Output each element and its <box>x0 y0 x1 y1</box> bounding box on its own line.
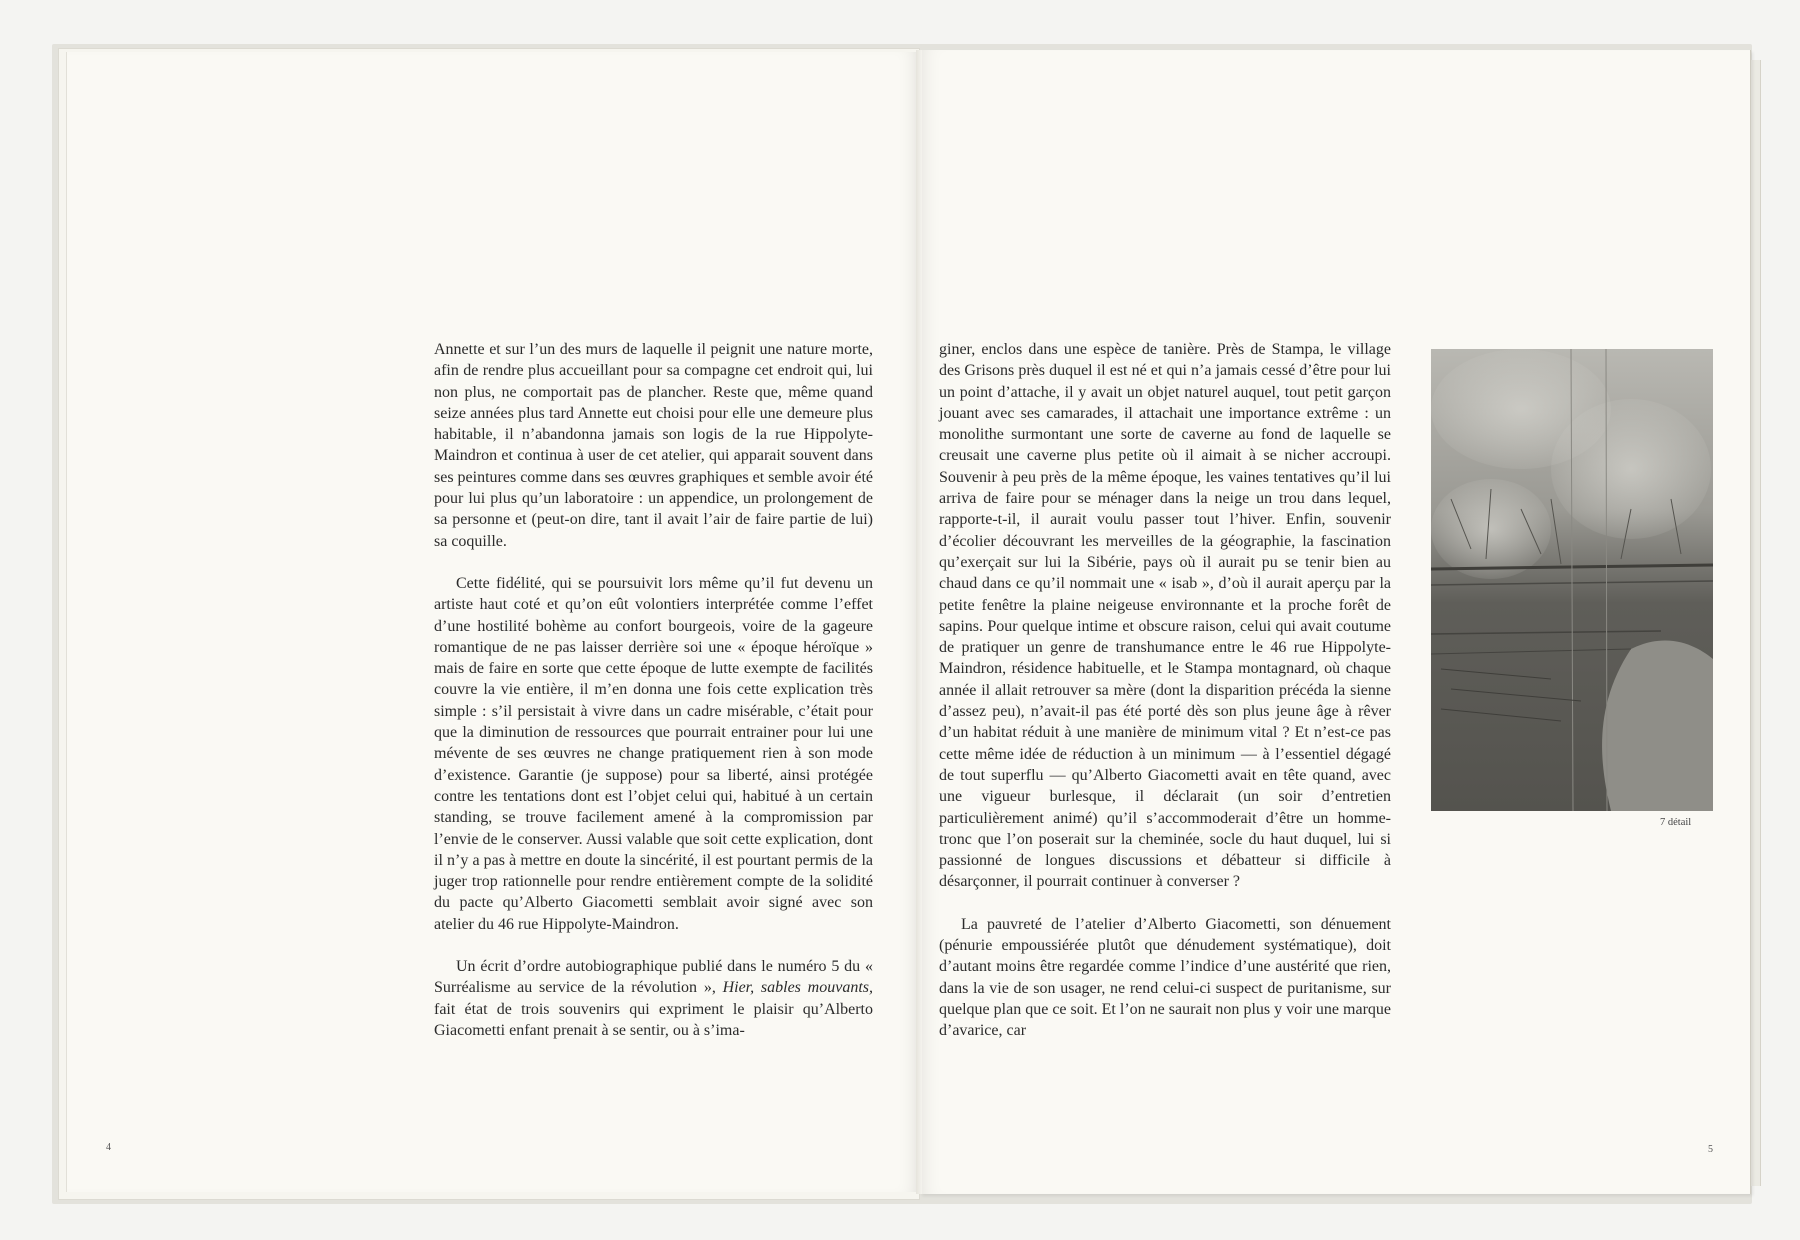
left-text-column <box>434 339 873 1041</box>
artwork-image <box>1431 349 1713 811</box>
p3-text-end: fait état de trois souvenirs qui expriment le plaisir qu’Alberto Giacometti enfant prenait à se sentir, ou à s’ima- <box>434 1000 873 1039</box>
page-number-left: 4 <box>106 1142 111 1153</box>
p3-text-start: Un écrit d’ordre autobiographique publié dans le numéro 5 du « Surréalisme au service de la révolution », <box>434 958 873 997</box>
left-paragraph: Annette et sur l’un des murs de laquelle il peignit une nature morte, afin de rendre plus accueillant pour sa compagne cet endroit qui, lui non plus, ne comportait pas de plancher. Reste que, même quand seize années plus tard Annette eut choisi pour elle une demeure plus habitable, il n’abandonna jamais son logis de la rue Hippolyte-Maindron et continua à user de cet atelier, qui apparait souvent dans ses peintures comme dans ses œuvres graphiques et semble avoir été pour lui plus qu’un laboratoire : un appendice, un prolongement de sa personne et (peut-on dire, tant il avait l’air de faire partie de lui) sa coquille. <box>434 341 873 550</box>
p3-italic-title: Hier, sables mouvants, <box>722 979 873 997</box>
plate-caption: 7 détail <box>1660 817 1692 828</box>
right-paragraph: La pauvreté de l’atelier d’Alberto Giacometti, son dénuement (pénurie empoussiérée plutôt que dénudement systématique), doit d’autant moins être regardée comme l’indice d’une austérité que rien, dans la vie de son usager, ne rend celui-ci suspect de puritanisme, sur quelque plan que ce soit. Et l’on ne saurait non plus y voir une marque d’avarice, car <box>939 915 1391 1040</box>
book-gutter <box>916 50 922 1194</box>
right-paragraph: giner, enclos dans une espèce de tanière. Près de Stampa, le village des Grisons près duquel il est né et qui n’a jamais cessé d’être pour lui un point d’attache, il y avait un objet naturel auquel, tout petit garçon jouant avec ses camarades, il attachait une importance extrême : un monolithe surmontant une sorte de caverne au fond de laquelle se creusait une caverne plus petite où il aimait à se nicher accroupi. Souvenir à peu près de la même époque, les vaines tentatives qu’il lui arriva de faire pour se ménager dans la neige un trou dans lequel, rapporte-t-il, il aurait voulu passer tout l’hiver. Enfin, souvenir d’écolier découvrant les merveilles de la géographie, la fascination qu’exerçait sur lui la Sibérie, pays où il aurait pu se tenir bien au chaud dans ce qu’il nommait une « isab », d’où il aurait aperçu par la petite fenêtre la plaine neigeuse environnante et la proche forêt de sapins. Pour quelque intime et obscure raison, celui qui avait coutume de pratiquer un genre de transhumance entre le 46 rue Hippolyte-Maindron, résidence habituelle, et le Stampa montagnard, où chaque année il allait retrouver sa mère (dont la disparition précéda la sienne d’assez peu), n’avait-il pas été porté dès son plus jeune âge à rêver d’un habitat réduit à une manière de minimum vital ? Et n’est-ce pas cette même idée de réduction à un minimum — à l’essentiel dégagé de tout superflu — qu’Alberto Giacometti avait en tête quand, avec une vigueur burlesque, il déclarait (un soir d’entretien particulièrement animé) qu’il s’accommoderait d’être un homme-tronc que l’on poserait sur la cheminée, socle du haut duquel, lui si passionné de longues discussions et débatteur si difficile à désarçonner, il pourrait continuer à converser ? <box>939 341 1391 891</box>
page-number-right: 5 <box>1708 1144 1713 1155</box>
right-page-stack <box>1750 60 1761 1186</box>
left-paragraph: Cette fidélité, qui se poursuivit lors même qu’il fut devenu un artiste haut coté et qu’on eût volontiers interprétée comme l’effet d’une hostilité bohème au confort bourgeois, voire de la gageure romantique de ne pas laisser derrière soi une « époque héroïque » mais de faire en sorte que cette époque de lutte exempte de facilités couvre la vie entière, il m’en donna une fois cette explication très simple : s’il persistait à vivre dans un cadre misérable, c’était pour que la diminution de ressources que pourrait entrainer pour lui une mévente de ses œuvres ne change pratiquement rien à son mode d’existence. Garantie (je suppose) pour sa liberté, ainsi protégée contre les tentations dont est l’objet celui qui, habitué à un certain standing, se trouve facilement amené à la compromission par l’envie de le conserver. Aussi valable que soit cette explication, dont il n’y a pas à mettre en doute la sincérité, il est pourtant permis de la juger trop rationnelle pour rendre entièrement compte de la solidité du pacte qu’Alberto Giacometti semblait avoir signé avec son atelier du 46 rue Hippolyte-Maindron. <box>434 574 873 933</box>
artwork-plate <box>1431 349 1713 811</box>
right-text-column <box>939 339 1391 1042</box>
left-paragraph-3 <box>434 956 873 1041</box>
